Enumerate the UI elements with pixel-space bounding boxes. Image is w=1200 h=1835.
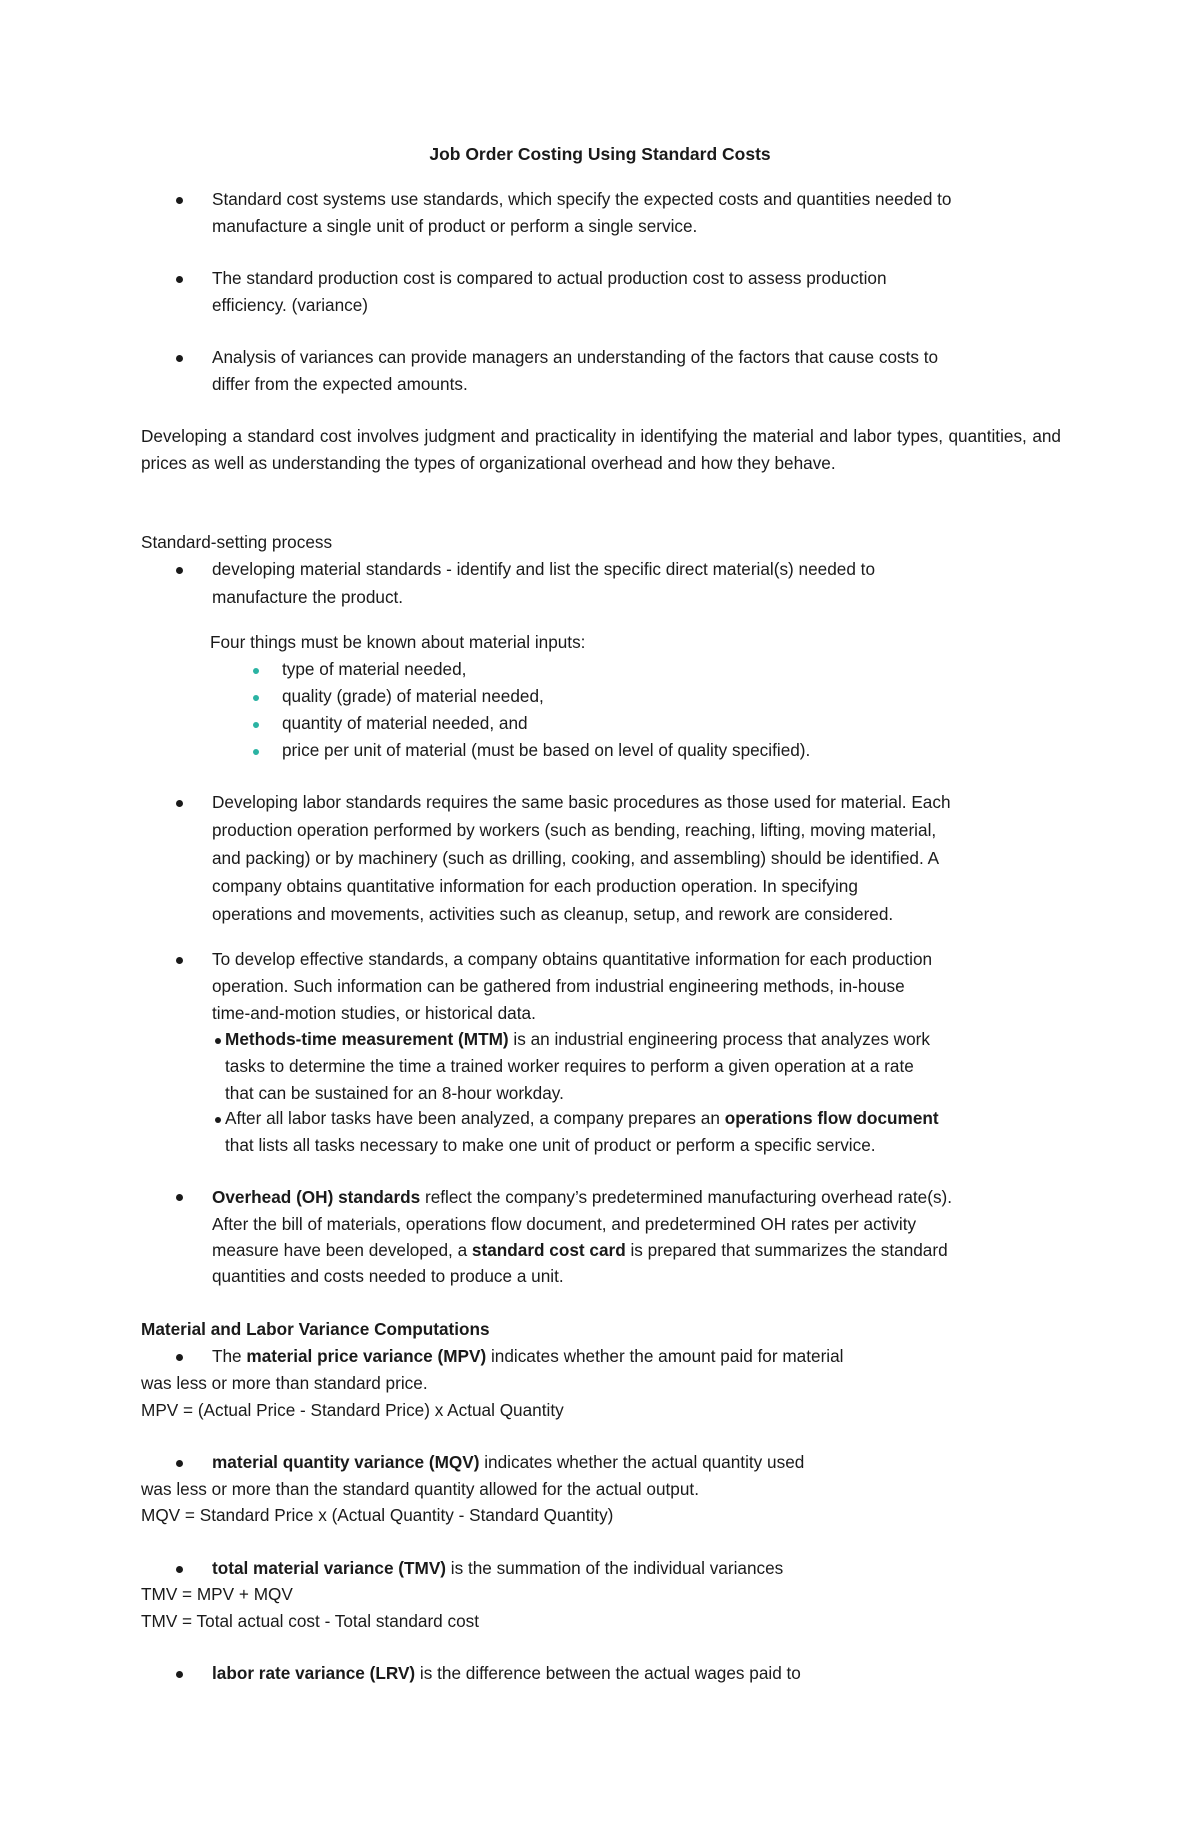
bullet-dot	[176, 1194, 183, 1201]
bullet-dot	[176, 567, 183, 574]
overhead-line-1	[212, 1184, 952, 1211]
teal-bullet-dot	[253, 722, 259, 728]
effective-bullet-line-2: operation. Such information can be gathered from industrial engineering methods, in-house	[212, 976, 905, 996]
teal-bullet-dot	[253, 695, 259, 701]
labor-bullet-line-4: company obtains quantitative information for each production operation. In specifying	[212, 876, 858, 896]
bullet-dot	[215, 1117, 221, 1123]
intro-bullet-3-line-1: Analysis of variances can provide managers an understanding of the factors that cause costs to	[212, 347, 939, 367]
four-things-item-4: price per unit of material (must be based on level of quality specified).	[282, 740, 811, 760]
lrv-line-1	[212, 1660, 801, 1687]
mpv-pre: The	[212, 1346, 247, 1366]
mpv-line-2: was less or more than standard price.	[141, 1373, 428, 1393]
bullet-dot	[176, 276, 183, 283]
labor-bullet-line-5: operations and movements, activities such as cleanup, setup, and rework are considered.	[212, 904, 894, 924]
bullet-dot	[176, 957, 183, 964]
variance-heading: Material and Labor Variance Computations	[141, 1319, 490, 1339]
overhead-line-4: quantities and costs needed to produce a unit.	[212, 1266, 564, 1286]
tmv-line-1	[212, 1555, 783, 1582]
overhead-line-3	[212, 1237, 948, 1264]
four-things-item-3: quantity of material needed, and	[282, 713, 528, 733]
labor-bullet-line-1: Developing labor standards requires the same basic procedures as those used for material. Each	[212, 792, 951, 812]
mtm-line-2: tasks to determine the time a trained worker requires to perform a given operation at a rate	[225, 1056, 914, 1076]
tmv-term: total material variance (TMV)	[212, 1558, 447, 1578]
ops-flow-term: operations flow document	[724, 1108, 939, 1128]
intro-bullet-2-line-1: The standard production cost is compared to actual production cost to assess production	[212, 268, 887, 288]
overhead-line-3-pre: measure have been developed, a	[212, 1240, 472, 1260]
four-things-item-2: quality (grade) of material needed,	[282, 686, 544, 706]
bullet-dot	[176, 355, 183, 362]
intro-bullet-1-line-2: manufacture a single unit of product or perform a single service.	[212, 216, 698, 236]
labor-bullet-line-3: and packing) or by machinery (such as drilling, cooking, and assembling) should be identified. A	[212, 848, 940, 868]
four-things-heading: Four things must be known about material inputs:	[210, 632, 586, 652]
page-title: Job Order Costing Using Standard Costs	[429, 144, 771, 164]
ops-flow-line-2: that lists all tasks necessary to make one unit of product or perform a specific service.	[225, 1135, 876, 1155]
process-heading: Standard-setting process	[141, 532, 333, 552]
tmv-formula-1: TMV = MPV + MQV	[141, 1584, 293, 1604]
bullet-dot	[215, 1038, 221, 1044]
effective-bullet-line-3: time-and-motion studies, or historical data.	[212, 1003, 536, 1023]
bullet-dot	[176, 197, 183, 204]
developing-paragraph: Developing a standard cost involves judgment and practicality in identifying the material and labor types, quantities, and prices as well as understanding the types of organizational overhead and how they behave.	[141, 426, 1061, 473]
lrv-text: is the difference between the actual wages paid to	[415, 1663, 801, 1683]
tmv-text: is the summation of the individual variances	[446, 1558, 784, 1578]
mqv-term: material quantity variance (MQV)	[212, 1452, 480, 1472]
mpv-term: material price variance (MPV)	[246, 1346, 487, 1366]
mtm-line-1	[225, 1026, 930, 1053]
bullet-dot	[176, 800, 183, 807]
labor-bullet-line-2: production operation performed by workers (such as bending, reaching, lifting, moving material,	[212, 820, 937, 840]
four-things-item-1: type of material needed,	[282, 659, 467, 679]
overhead-line-2: After the bill of materials, operations flow document, and predetermined OH rates per activity	[212, 1214, 917, 1234]
intro-bullet-2-line-2: efficiency. (variance)	[212, 295, 369, 315]
standard-cost-card-term: standard cost card	[471, 1240, 626, 1260]
teal-bullet-dot	[253, 668, 259, 674]
overhead-term: Overhead (OH) standards	[212, 1187, 421, 1207]
bullet-dot	[176, 1671, 183, 1678]
mpv-text: indicates whether the amount paid for material	[486, 1346, 844, 1366]
lrv-term: labor rate variance (LRV)	[212, 1663, 416, 1683]
material-bullet-line-1: developing material standards - identify and list the specific direct material(s) needed to	[212, 559, 876, 579]
material-bullet-line-2: manufacture the product.	[212, 587, 404, 607]
intro-bullet-1-line-1: Standard cost systems use standards, which specify the expected costs and quantities needed to	[212, 189, 952, 209]
mqv-line-2: was less or more than the standard quantity allowed for the actual output.	[141, 1479, 699, 1499]
mtm-line-3: that can be sustained for an 8-hour workday.	[225, 1083, 564, 1103]
effective-bullet-line-1: To develop effective standards, a company obtains quantitative information for each production	[212, 949, 933, 969]
teal-bullet-dot	[253, 749, 259, 755]
overhead-line-3-post: is prepared that summarizes the standard	[625, 1240, 948, 1260]
bullet-dot	[176, 1354, 183, 1361]
mtm-term: Methods-time measurement (MTM)	[225, 1029, 509, 1049]
mqv-text: indicates whether the actual quantity used	[479, 1452, 805, 1472]
bullet-dot	[176, 1460, 183, 1467]
mtm-text: is an industrial engineering process that analyzes work	[508, 1029, 930, 1049]
tmv-formula-2: TMV = Total actual cost - Total standard cost	[141, 1611, 480, 1631]
intro-bullet-3-line-2: differ from the expected amounts.	[212, 374, 468, 394]
ops-flow-line-1	[225, 1105, 939, 1132]
mpv-line-1	[212, 1343, 844, 1370]
overhead-text: reflect the company’s predetermined manufacturing overhead rate(s).	[420, 1187, 953, 1207]
mqv-line-1	[212, 1449, 804, 1476]
mpv-formula: MPV = (Actual Price - Standard Price) x Actual Quantity	[141, 1400, 564, 1420]
mqv-formula: MQV = Standard Price x (Actual Quantity - Standard Quantity)	[141, 1505, 614, 1525]
bullet-dot	[176, 1566, 183, 1573]
ops-flow-text: After all labor tasks have been analyzed, a company prepares an	[225, 1108, 725, 1128]
